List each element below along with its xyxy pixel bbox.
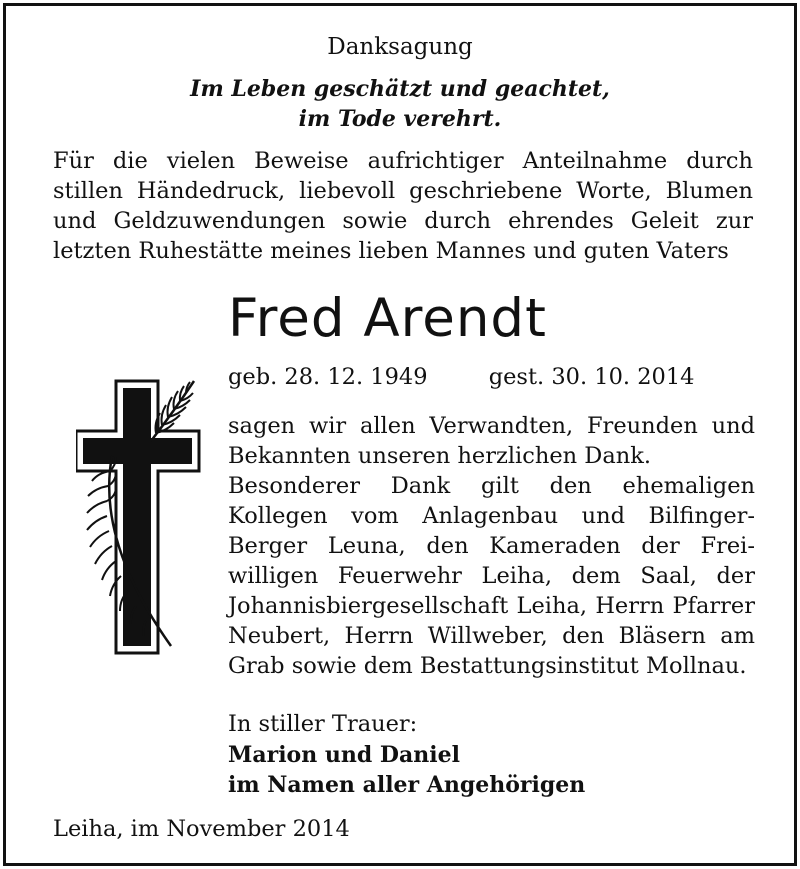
intro-line: letzten Ruhestätte meines lieben Mannes und guten Vaters (53, 238, 729, 264)
signer-line-1: Marion und Daniel (228, 742, 460, 768)
thanks-line: Berger Leuna, den Kameraden der Frei- (228, 533, 755, 559)
signer-line-2: im Namen aller Angehörigen (228, 772, 586, 798)
thanks-line: Bekannten unseren herzlichen Dank. (228, 443, 652, 469)
thanks-line: Besonderer Dank gilt den ehemaligen (228, 473, 755, 499)
thanks-line: Johannisbiergesellschaft Leiha, Herrn Pfarrer (228, 593, 755, 619)
intro-line: und Geldzuwendungen sowie durch ehrendes Geleit zur (53, 208, 753, 234)
thanks-line: Grab sowie dem Bestattungsinstitut Mollnau. (228, 653, 747, 679)
thanks-text (228, 411, 755, 681)
heading: Danksagung (327, 34, 473, 60)
thanks-line: sagen wir allen Verwandten, Freunden und (228, 413, 755, 439)
motto-line-1: Im Leben geschätzt und geachtet, (190, 76, 610, 102)
place-date: Leiha, im November 2014 (53, 816, 350, 842)
birth-date: geb. 28. 12. 1949 (228, 364, 428, 390)
intro-line: stillen Händedruck, liebevoll geschriebene Worte, Blumen (53, 178, 753, 204)
life-dates (228, 364, 694, 390)
obituary-frame (3, 3, 797, 866)
motto-line-2: im Tode verehrt. (298, 106, 502, 132)
intro-text (53, 146, 753, 266)
thanks-line: Kollegen vom Anlagenbau und Bilfinger- (228, 503, 755, 529)
cross-with-palm-icon (76, 371, 226, 661)
mourning-label: In stiller Trauer: (228, 711, 418, 737)
thanks-line: Neubert, Herrn Willweber, den Bläsern am (228, 623, 755, 649)
death-date: gest. 30. 10. 2014 (488, 364, 695, 390)
deceased-name: Fred Arendt (228, 288, 547, 349)
thanks-line: willigen Feuerwehr Leiha, dem Saal, der (228, 563, 755, 589)
intro-line: Für die vielen Beweise aufrichtiger Anteilnahme durch (53, 148, 753, 174)
